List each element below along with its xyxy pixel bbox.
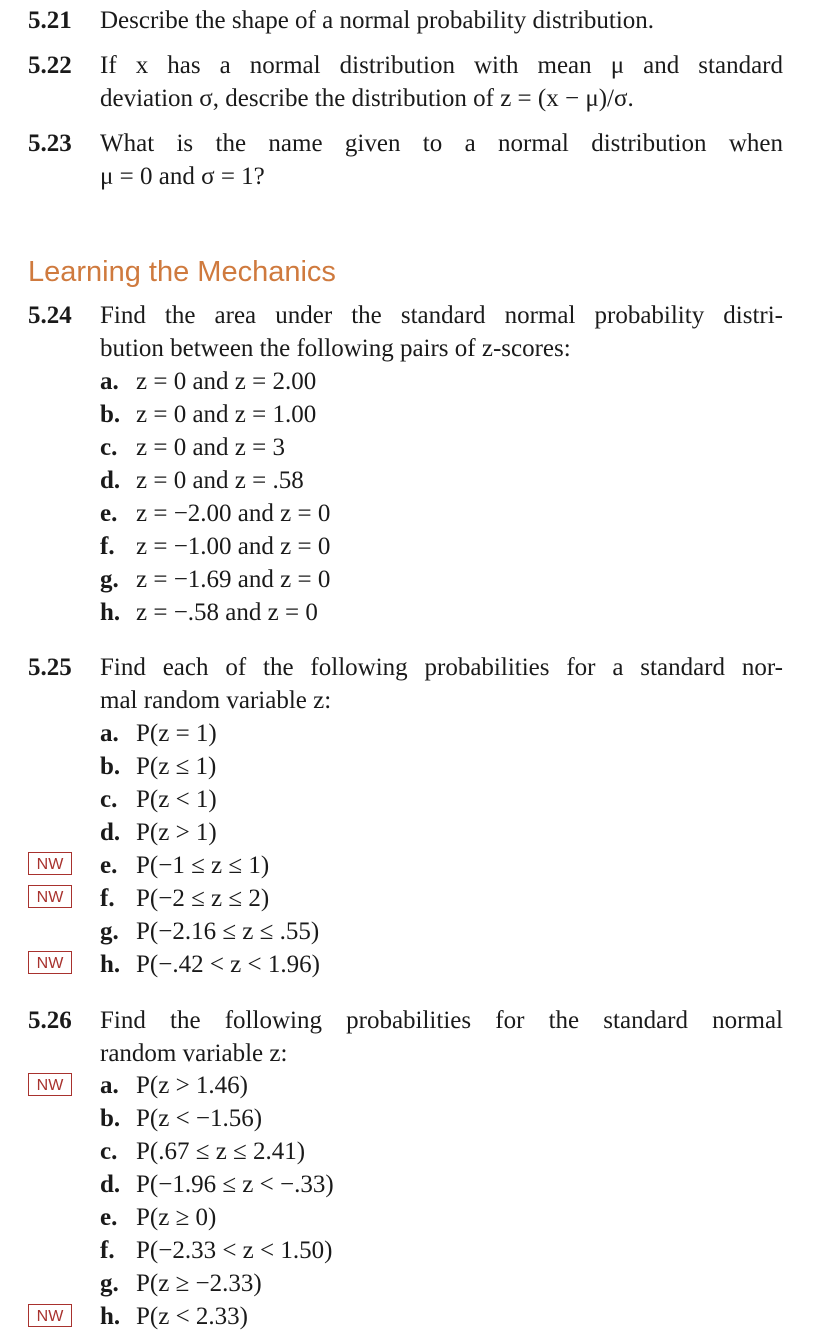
exercise-text: Find the following probabilities for the standard normal	[100, 1007, 783, 1034]
part-expression: P(−2 ≤ z ≤ 2)	[136, 885, 270, 912]
part-item	[100, 596, 330, 629]
part-expression: P(z ≥ −2.33)	[136, 1270, 262, 1297]
part-expression: z = 0 and z = 1.00	[136, 401, 317, 428]
exercise-text-continued: bution between the following pairs of z-scores:	[100, 335, 571, 362]
exercise-number: 5.24	[28, 302, 72, 329]
exercise-text-continued: mal random variable z:	[100, 687, 332, 714]
part-expression: P(z < 1)	[136, 786, 217, 813]
exercise-text: What is the name given to a normal distribution when	[100, 130, 783, 157]
exercise-text-continued: μ = 0 and σ = 1?	[100, 163, 265, 190]
part-expression: z = −2.00 and z = 0	[136, 500, 331, 527]
part-item	[100, 1267, 334, 1300]
exercise-text: If x has a normal distribution with mean μ and standard	[100, 52, 783, 79]
part-item	[100, 717, 320, 750]
exercise-number: 5.23	[28, 130, 72, 157]
part-expression: P(−1.96 ≤ z < −.33)	[136, 1171, 334, 1198]
part-expression: z = 0 and z = .58	[136, 467, 304, 494]
part-item	[100, 1069, 334, 1102]
part-label: f.	[100, 885, 115, 912]
part-item	[100, 365, 330, 398]
part-label: f.	[100, 1237, 115, 1264]
exercise-5-25	[28, 651, 783, 717]
part-expression: z = 0 and z = 2.00	[136, 368, 317, 395]
exercise-5-25-parts	[100, 717, 320, 981]
part-item	[100, 1135, 334, 1168]
exercise-number: 5.21	[28, 7, 72, 34]
exercise-5-21	[28, 4, 783, 37]
part-label: c.	[100, 434, 118, 461]
section-heading: Learning the Mechanics	[28, 256, 336, 288]
part-label: c.	[100, 786, 118, 813]
part-item	[100, 849, 320, 882]
nw-badge: NW	[28, 1304, 72, 1327]
part-expression: P(z < 2.33)	[136, 1303, 248, 1330]
exercise-number: 5.25	[28, 654, 72, 681]
exercise-text: Find each of the following probabilities for a standard nor-	[100, 654, 783, 681]
exercise-5-26-parts	[100, 1069, 334, 1333]
exercise-text-continued: deviation σ, describe the distribution of z = (x − μ)/σ.	[100, 85, 634, 112]
part-label: c.	[100, 1138, 118, 1165]
nw-badge: NW	[28, 852, 72, 875]
exercise-text: Find the area under the standard normal probability distri-	[100, 302, 783, 329]
part-item	[100, 1201, 334, 1234]
exercise-5-26	[28, 1004, 783, 1070]
part-expression: z = 0 and z = 3	[136, 434, 285, 461]
part-label: g.	[100, 566, 119, 593]
part-label: a.	[100, 368, 119, 395]
part-label: g.	[100, 1270, 119, 1297]
part-item	[100, 563, 330, 596]
part-label: b.	[100, 401, 121, 428]
part-item	[100, 1300, 334, 1333]
exercise-5-24	[28, 299, 783, 365]
part-expression: P(.67 ≤ z ≤ 2.41)	[136, 1138, 306, 1165]
nw-badge: NW	[28, 1073, 72, 1096]
part-item	[100, 530, 330, 563]
exercise-5-22	[28, 49, 783, 115]
part-label: f.	[100, 533, 115, 560]
part-expression: P(z = 1)	[136, 720, 217, 747]
part-label: h.	[100, 599, 121, 626]
part-label: g.	[100, 918, 119, 945]
exercise-text: Describe the shape of a normal probability distribution.	[100, 7, 655, 34]
part-item	[100, 398, 330, 431]
part-item	[100, 816, 320, 849]
part-label: b.	[100, 753, 121, 780]
exercise-5-23	[28, 127, 783, 193]
part-item	[100, 783, 320, 816]
part-item	[100, 948, 320, 981]
part-expression: P(z ≥ 0)	[136, 1204, 217, 1231]
part-expression: P(−2.16 ≤ z ≤ .55)	[136, 918, 320, 945]
part-expression: P(−2.33 < z < 1.50)	[136, 1237, 333, 1264]
part-label: h.	[100, 951, 121, 978]
exercise-text-continued: random variable z:	[100, 1040, 288, 1067]
part-item	[100, 915, 320, 948]
nw-badge: NW	[28, 951, 72, 974]
part-label: a.	[100, 720, 119, 747]
part-expression: P(z < −1.56)	[136, 1105, 263, 1132]
part-label: e.	[100, 500, 118, 527]
nw-badge: NW	[28, 885, 72, 908]
part-expression: z = −1.69 and z = 0	[136, 566, 331, 593]
exercise-number: 5.22	[28, 52, 72, 79]
part-item	[100, 464, 330, 497]
part-expression: P(z ≤ 1)	[136, 753, 217, 780]
part-item	[100, 882, 320, 915]
part-expression: z = −.58 and z = 0	[136, 599, 318, 626]
part-label: e.	[100, 852, 118, 879]
exercise-5-24-parts	[100, 365, 330, 629]
part-item	[100, 1102, 334, 1135]
part-item	[100, 750, 320, 783]
part-label: b.	[100, 1105, 121, 1132]
part-label: a.	[100, 1072, 119, 1099]
part-expression: z = −1.00 and z = 0	[136, 533, 331, 560]
part-item	[100, 431, 330, 464]
part-item	[100, 1168, 334, 1201]
part-item	[100, 1234, 334, 1267]
part-label: d.	[100, 1171, 121, 1198]
part-expression: P(z > 1)	[136, 819, 217, 846]
exercise-number: 5.26	[28, 1007, 72, 1034]
part-label: d.	[100, 467, 121, 494]
part-expression: P(−.42 < z < 1.96)	[136, 951, 320, 978]
part-expression: P(−1 ≤ z ≤ 1)	[136, 852, 270, 879]
part-expression: P(z > 1.46)	[136, 1072, 248, 1099]
part-label: d.	[100, 819, 121, 846]
part-item	[100, 497, 330, 530]
part-label: h.	[100, 1303, 121, 1330]
part-label: e.	[100, 1204, 118, 1231]
